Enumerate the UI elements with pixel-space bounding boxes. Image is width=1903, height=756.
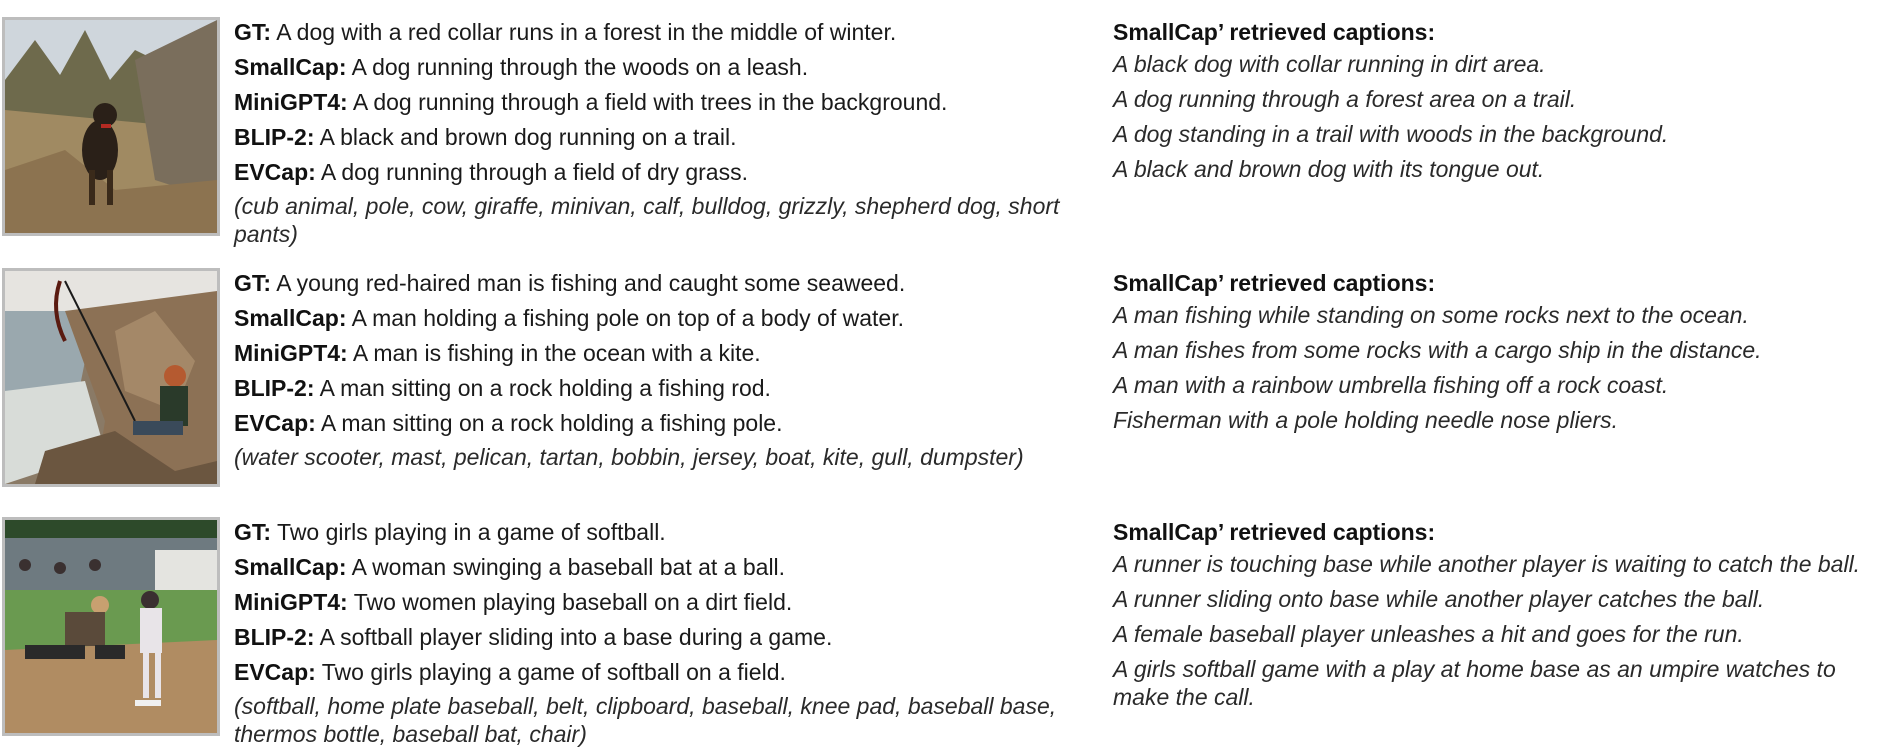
retrieved-caption: A black and brown dog with its tongue out. bbox=[1113, 156, 1545, 182]
dog-photo bbox=[2, 17, 220, 236]
model-label: EVCap: bbox=[234, 159, 316, 185]
example-row-3 bbox=[0, 515, 1903, 745]
model-label: BLIP-2: bbox=[234, 375, 315, 401]
dog-photo-illustration bbox=[5, 20, 217, 233]
caption-text: A man is fishing in the ocean with a kite. bbox=[352, 340, 761, 366]
model-label: SmallCap: bbox=[234, 54, 347, 80]
retrieved-objects: (softball, home plate baseball, belt, clipboard, baseball, knee pad, baseball base, thermos bottle, baseball bat, chair) bbox=[234, 693, 1057, 747]
retrieved-caption: A man fishes from some rocks with a cargo ship in the distance. bbox=[1113, 337, 1762, 363]
model-label: BLIP-2: bbox=[234, 124, 315, 150]
model-label: GT: bbox=[234, 519, 272, 545]
retrieved-caption: A runner is touching base while another player is waiting to catch the ball. bbox=[1113, 551, 1861, 577]
retrieved-objects: (cub animal, pole, cow, giraffe, minivan, calf, bulldog, grizzly, shepherd dog, short pants) bbox=[234, 193, 1060, 247]
retrieved-caption: A man fishing while standing on some rocks next to the ocean. bbox=[1113, 302, 1749, 328]
retrieved-caption: A female baseball player unleashes a hit and goes for the run. bbox=[1113, 621, 1744, 647]
model-label: BLIP-2: bbox=[234, 624, 315, 650]
caption-text: A black and brown dog running on a trail. bbox=[319, 124, 737, 150]
caption-evcap bbox=[234, 406, 1094, 441]
example-row-1 bbox=[0, 15, 1903, 245]
model-label: SmallCap: bbox=[234, 305, 347, 331]
model-label: GT: bbox=[234, 19, 272, 45]
caption-smallcap bbox=[234, 550, 1094, 585]
caption-text: A dog running through a field with trees in the background. bbox=[352, 89, 948, 115]
caption-smallcap bbox=[234, 301, 1094, 336]
caption-text: A man sitting on a rock holding a fishing pole. bbox=[320, 410, 783, 436]
model-captions bbox=[234, 15, 1094, 248]
retrieved-captions bbox=[1113, 266, 1893, 441]
caption-blip2 bbox=[234, 120, 1094, 155]
model-label: MiniGPT4: bbox=[234, 89, 348, 115]
caption-evcap bbox=[234, 155, 1094, 190]
retrieved-caption: A man with a rainbow umbrella fishing off a rock coast. bbox=[1113, 372, 1669, 398]
retrieved-caption: A girls softball game with a play at home base as an umpire watches to make the call. bbox=[1113, 656, 1836, 710]
retrieved-caption: A runner sliding onto base while another player catches the ball. bbox=[1113, 586, 1765, 612]
caption-text: A softball player sliding into a base during a game. bbox=[319, 624, 833, 650]
retrieved-title: SmallCap’ retrieved captions: bbox=[1113, 19, 1436, 45]
caption-text: A dog with a red collar runs in a forest in the middle of winter. bbox=[276, 19, 897, 45]
caption-minigpt4 bbox=[234, 336, 1094, 371]
retrieved-title: SmallCap’ retrieved captions: bbox=[1113, 270, 1436, 296]
caption-evcap bbox=[234, 655, 1094, 690]
example-row-2 bbox=[0, 266, 1903, 496]
retrieved-captions bbox=[1113, 15, 1893, 190]
retrieved-caption: A dog standing in a trail with woods in the background. bbox=[1113, 121, 1669, 147]
retrieved-caption: Fisherman with a pole holding needle nose pliers. bbox=[1113, 407, 1619, 433]
caption-text: Two girls playing a game of softball on a field. bbox=[321, 659, 786, 685]
caption-blip2 bbox=[234, 620, 1094, 655]
caption-text: A dog running through the woods on a leash. bbox=[351, 54, 809, 80]
retrieved-caption: A black dog with collar running in dirt area. bbox=[1113, 51, 1546, 77]
caption-text: Two girls playing in a game of softball. bbox=[277, 519, 666, 545]
caption-text: A young red-haired man is fishing and caught some seaweed. bbox=[276, 270, 906, 296]
caption-text: Two women playing baseball on a dirt field. bbox=[353, 589, 793, 615]
model-captions bbox=[234, 266, 1094, 471]
caption-gt bbox=[234, 15, 1094, 50]
caption-minigpt4 bbox=[234, 585, 1094, 620]
caption-text: A dog running through a field of dry grass. bbox=[320, 159, 748, 185]
retrieved-caption: A dog running through a forest area on a trail. bbox=[1113, 86, 1577, 112]
caption-gt bbox=[234, 266, 1094, 301]
fishing-photo bbox=[2, 268, 220, 487]
softball-photo-illustration bbox=[5, 520, 217, 733]
caption-text: A man sitting on a rock holding a fishing rod. bbox=[319, 375, 771, 401]
caption-blip2 bbox=[234, 371, 1094, 406]
caption-text: A man holding a fishing pole on top of a body of water. bbox=[351, 305, 904, 331]
fishing-photo-illustration bbox=[5, 271, 217, 484]
model-captions bbox=[234, 515, 1094, 748]
model-label: SmallCap: bbox=[234, 554, 347, 580]
softball-photo bbox=[2, 517, 220, 736]
model-label: MiniGPT4: bbox=[234, 340, 348, 366]
model-label: MiniGPT4: bbox=[234, 589, 348, 615]
caption-smallcap bbox=[234, 50, 1094, 85]
caption-text: A woman swinging a baseball bat at a ball. bbox=[351, 554, 786, 580]
retrieved-title: SmallCap’ retrieved captions: bbox=[1113, 519, 1436, 545]
retrieved-objects: (water scooter, mast, pelican, tartan, bobbin, jersey, boat, kite, gull, dumpster) bbox=[234, 444, 1024, 470]
model-label: EVCap: bbox=[234, 659, 316, 685]
caption-gt bbox=[234, 515, 1094, 550]
caption-minigpt4 bbox=[234, 85, 1094, 120]
model-label: GT: bbox=[234, 270, 272, 296]
retrieved-captions bbox=[1113, 515, 1893, 718]
model-label: EVCap: bbox=[234, 410, 316, 436]
